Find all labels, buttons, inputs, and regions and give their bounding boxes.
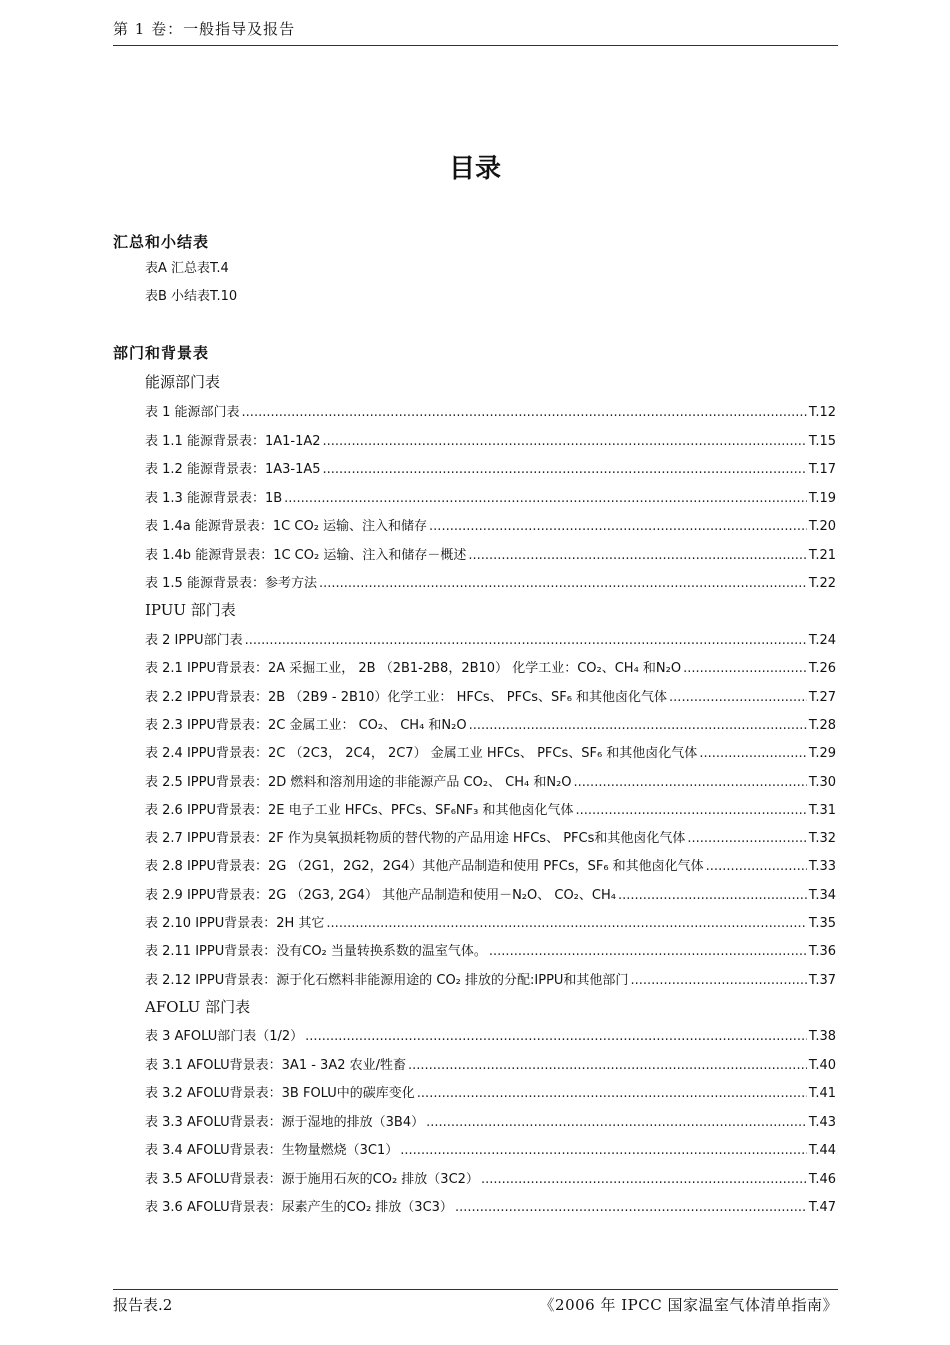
toc-entry[interactable] <box>145 515 836 534</box>
dot-leader <box>687 831 807 846</box>
toc-entry-label: 表 3.3 AFOLU背景表：源于湿地的排放（3B4） <box>145 1114 425 1130</box>
toc-entry[interactable] <box>145 1111 836 1130</box>
toc-entry-label: 表 3.5 AFOLU背景表：源于施用石灰的CO₂ 排放（3C2） <box>145 1171 479 1187</box>
toc-entry-label: 表 2.9 IPPU背景表：2G （2G3, 2G4） 其他产品制造和使用－N₂O、 CO₂、CH₄ <box>145 887 616 903</box>
section-heading-summary: 汇总和小结表 <box>113 233 210 251</box>
toc-entry-page: T.46 <box>808 1171 836 1187</box>
page-footer <box>113 1289 838 1314</box>
toc-entry-label: 表 2.6 IPPU背景表：2E 电子工业 HFCs、PFCs、SF₆NF₃ 和其他卤化气体 <box>145 802 574 818</box>
dot-leader <box>284 491 807 506</box>
dot-leader <box>242 405 807 420</box>
toc-entry-page: T.36 <box>808 944 836 960</box>
toc-entry-label: 表 1.1 能源背景表：1A1-1A2 <box>145 433 321 449</box>
footer-publication-title: 《2006 年 IPCC 国家温室气体清单指南》 <box>539 1296 838 1314</box>
toc-entry-page: T.43 <box>808 1114 836 1130</box>
toc-entry[interactable] <box>145 912 836 931</box>
toc-entry[interactable] <box>145 487 836 506</box>
dot-leader <box>426 1115 807 1130</box>
toc-entry-label: 表 1 能源部门表 <box>145 405 240 420</box>
toc-entry-label: 表 1.5 能源背景表：参考方法 <box>145 576 317 591</box>
toc-entry-page: T.27 <box>808 689 836 705</box>
toc-entry-page: T.30 <box>808 774 836 790</box>
toc-entry-page: T.31 <box>808 802 836 818</box>
toc-entry-label: 表 2.10 IPPU背景表：2H 其它 <box>145 916 325 931</box>
toc-entry-page: T.32 <box>808 831 836 847</box>
dot-leader <box>699 746 807 761</box>
toc-entry[interactable] <box>145 572 836 591</box>
toc-entry-page: T.40 <box>808 1057 836 1073</box>
toc-entry[interactable] <box>145 771 836 790</box>
toc-entry-label: 表 3.4 AFOLU背景表：生物量燃烧（3C1） <box>145 1143 399 1158</box>
toc-entry-label: 表 2 IPPU部门表 <box>145 633 243 648</box>
toc-entry-page: T.26 <box>808 661 836 677</box>
summary-item-a[interactable]: 表A 汇总表T.4 <box>145 261 229 276</box>
toc-entry-page: T.44 <box>808 1143 836 1158</box>
dot-leader <box>319 576 807 591</box>
toc-entry-label: 表 3 AFOLU部门表（1/2） <box>145 1029 304 1044</box>
dot-leader <box>326 916 807 931</box>
toc-entry[interactable] <box>145 1082 836 1101</box>
toc-entry-page: T.24 <box>808 633 836 648</box>
toc-entry-label: 表 2.7 IPPU背景表：2F 作为臭氧损耗物质的替代物的产品用途 HFCs、 PFCs和其他卤化气体 <box>145 831 686 847</box>
toc-entry-label: 表 2.2 IPPU背景表：2B （2B9 - 2B10）化学工业： HFCs、 PFCs、SF₆ 和其他卤化气体 <box>145 689 668 705</box>
toc-entry[interactable] <box>145 969 836 988</box>
toc-entry-page: T.47 <box>808 1200 836 1215</box>
toc-entry[interactable] <box>145 855 836 874</box>
toc-entry[interactable] <box>145 742 836 761</box>
dot-leader <box>574 775 807 790</box>
toc-entry-label: 表 3.6 AFOLU背景表：尿素产生的CO₂ 排放（3C3） <box>145 1200 453 1215</box>
dot-leader <box>429 519 807 534</box>
toc-entry-page: T.20 <box>808 519 836 534</box>
toc-entry-label: 表 1.4b 能源背景表：1C CO₂ 运输、注入和储存－概述 <box>145 547 467 563</box>
dot-leader <box>400 1143 807 1158</box>
dot-leader <box>417 1086 807 1101</box>
toc-entry[interactable] <box>145 884 836 903</box>
header-text: 第 1 卷：一般指导及报告 <box>113 20 296 38</box>
dot-leader <box>669 690 807 705</box>
toc-entry-page: T.33 <box>808 859 836 875</box>
dot-leader <box>469 718 807 733</box>
toc-entry[interactable] <box>145 657 836 676</box>
subsection-heading-ippu: IPUU 部门表 <box>145 601 236 619</box>
dot-leader <box>323 462 807 477</box>
page-header <box>113 18 838 46</box>
dot-leader <box>706 859 807 874</box>
toc-entry-page: T.15 <box>808 433 836 449</box>
dot-leader <box>575 803 806 818</box>
dot-leader <box>245 633 807 648</box>
dot-leader <box>489 944 807 959</box>
toc-entry-page: T.21 <box>808 547 836 563</box>
toc-entry[interactable] <box>145 458 836 477</box>
toc-entry-page: T.19 <box>808 490 836 506</box>
toc-entry[interactable] <box>145 1025 836 1044</box>
dot-leader <box>618 888 807 903</box>
toc-entry-label: 表 2.11 IPPU背景表：没有CO₂ 当量转换系数的温室气体。 <box>145 944 487 960</box>
toc-entry-label: 表 3.1 AFOLU背景表：3A1 - 3A2 农业/牲畜 <box>145 1057 406 1073</box>
toc-entry-page: T.35 <box>808 916 836 931</box>
toc-entry-page: T.28 <box>808 717 836 733</box>
subsection-heading-energy: 能源部门表 <box>145 373 221 391</box>
toc-entry[interactable] <box>145 686 836 705</box>
toc-entry-label: 表 1.2 能源背景表：1A3-1A5 <box>145 462 321 477</box>
summary-item-b[interactable]: 表B 小结表T.10 <box>145 289 238 304</box>
toc-entry-label: 表 2.5 IPPU背景表：2D 燃料和溶剂用途的非能源产品 CO₂、 CH₄ 和N₂O <box>145 774 572 790</box>
toc-entry[interactable] <box>145 827 836 846</box>
toc-entry[interactable] <box>145 940 836 959</box>
toc-entry[interactable] <box>145 430 836 449</box>
toc-entry-page: T.38 <box>808 1029 836 1044</box>
dot-leader <box>683 661 807 676</box>
dot-leader <box>481 1172 807 1187</box>
toc-entry-page: T.41 <box>808 1086 836 1101</box>
page-title: 目录 <box>448 154 501 184</box>
toc-entry-page: T.12 <box>808 405 836 420</box>
toc-entry-label: 表 2.3 IPPU背景表：2C 金属工业： CO₂、 CH₄ 和N₂O <box>145 717 467 733</box>
dot-leader <box>408 1058 807 1073</box>
toc-entry-label: 表 2.1 IPPU背景表：2A 采掘工业， 2B （2B1-2B8，2B10） 化学工业：CO₂、CH₄ 和N₂O <box>145 661 682 677</box>
toc-entry-label: 表 2.12 IPPU背景表：源于化石燃料非能源用途的 CO₂ 排放的分配:IPPU和其他部门 <box>145 972 629 988</box>
toc-entry[interactable] <box>145 1196 836 1215</box>
toc-entry[interactable] <box>145 1139 836 1158</box>
toc-entry[interactable] <box>145 401 836 420</box>
toc-entry[interactable] <box>145 1168 836 1187</box>
toc-entry-page: T.17 <box>808 462 836 477</box>
toc-entry-label: 表 1.3 能源背景表：1B <box>145 490 283 506</box>
subsection-heading-afolu: AFOLU 部门表 <box>145 998 251 1016</box>
toc-entry-page: T.37 <box>808 972 836 988</box>
toc-entry-label: 表 1.4a 能源背景表：1C CO₂ 运输、注入和储存 <box>145 519 428 534</box>
dot-leader <box>630 973 806 988</box>
dot-leader <box>455 1200 807 1215</box>
toc-entry[interactable] <box>145 1054 836 1073</box>
toc-entry[interactable] <box>145 629 836 648</box>
section-heading-sectoral: 部门和背景表 <box>113 344 210 362</box>
toc-entry-label: 表 2.8 IPPU背景表：2G （2G1，2G2，2G4）其他产品制造和使用 PFCs，SF₆ 和其他卤化气体 <box>145 859 704 875</box>
toc-entry-page: T.22 <box>808 576 836 591</box>
dot-leader <box>323 434 807 449</box>
toc-entry-label: 表 2.4 IPPU背景表：2C （2C3， 2C4， 2C7） 金属工业 HFCs、 PFCs、SF₆ 和其他卤化气体 <box>145 746 698 762</box>
toc-entry-page: T.34 <box>808 887 836 903</box>
footer-page-label: 报告表.2 <box>113 1296 173 1314</box>
toc-entry-label: 表 3.2 AFOLU背景表：3B FOLU中的碳库变化 <box>145 1086 415 1101</box>
dot-leader <box>468 548 807 563</box>
dot-leader <box>305 1029 807 1044</box>
toc-entry[interactable] <box>145 799 836 818</box>
toc-entry[interactable] <box>145 714 836 733</box>
toc-entry[interactable] <box>145 544 836 563</box>
toc-entry-page: T.29 <box>808 746 836 762</box>
